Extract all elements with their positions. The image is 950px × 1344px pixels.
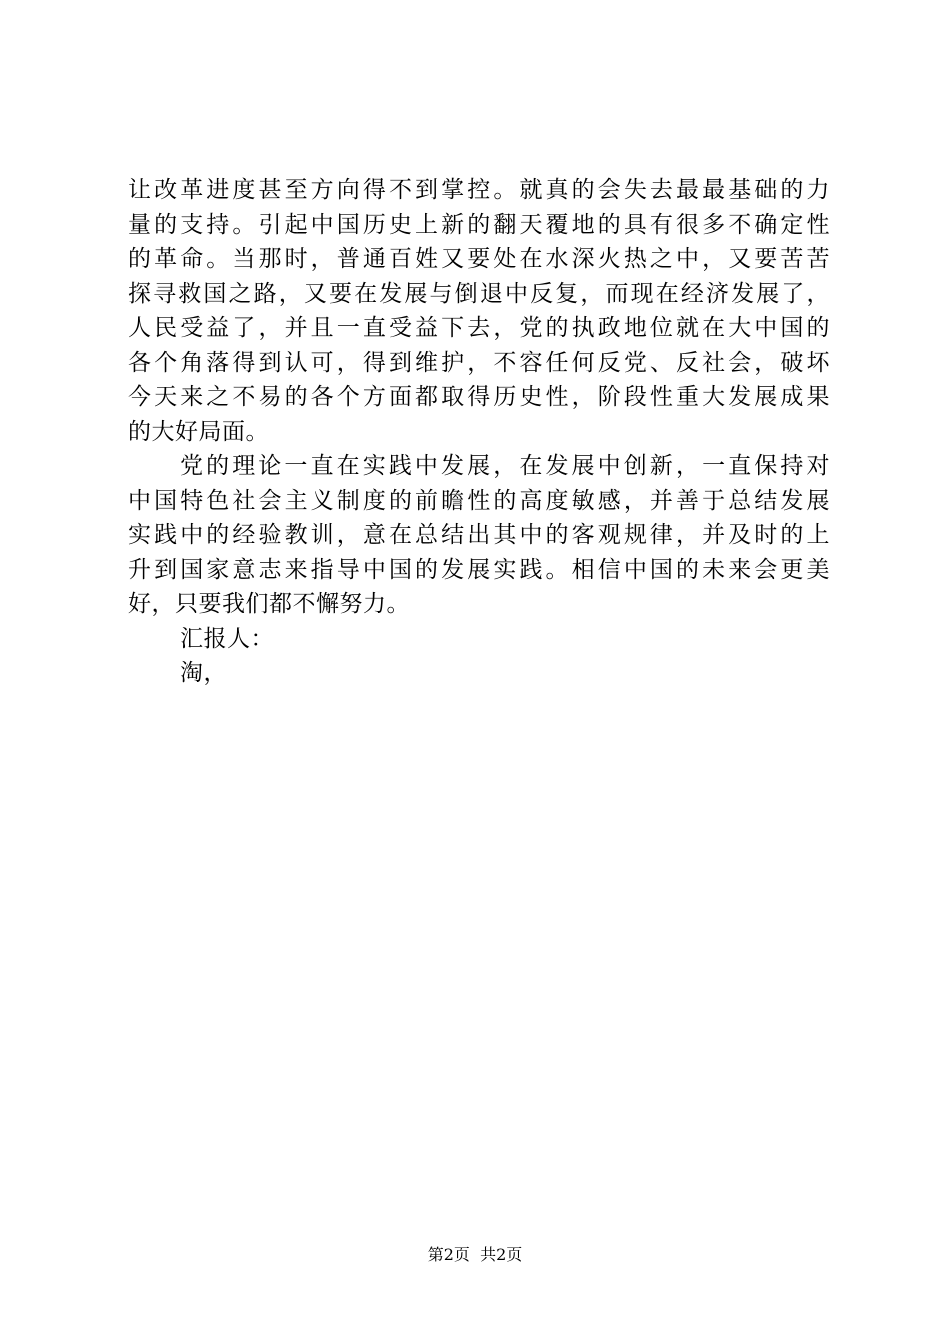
page-footer xyxy=(0,1245,950,1265)
paragraph-line: 人民受益了，并且一直受益下去，党的执政地位就在大中国的 xyxy=(128,315,830,341)
paragraph-line: 的大好局面。 xyxy=(128,418,269,445)
paragraph-line: 党的理论一直在实践中发展，在发展中创新，一直保持对 xyxy=(180,453,830,479)
paragraph-line: 探寻救国之路，又要在发展与倒退中反复，而现在经济发展了， xyxy=(128,280,830,307)
document-body xyxy=(128,173,830,691)
page-number: 第2页 共2页 xyxy=(427,1245,523,1264)
trailing-text: 淘， xyxy=(180,660,227,686)
paragraph-line: 中国特色社会主义制度的前瞻性的高度敏感，并善于总结发展 xyxy=(128,487,830,514)
paragraph-line: 升到国家意志来指导中国的发展实践。相信中国的未来会更美 xyxy=(128,556,830,583)
paragraph-line: 好，只要我们都不懈努力。 xyxy=(128,591,410,617)
signature-label: 汇报人： xyxy=(180,625,274,652)
paragraph-2 xyxy=(128,449,830,622)
paragraph-1 xyxy=(128,173,830,449)
paragraph-line: 让改革进度甚至方向得不到掌控。就真的会失去最最基础的力 xyxy=(128,177,830,203)
paragraph-line: 实践中的经验教训，意在总结出其中的客观规律，并及时的上 xyxy=(128,522,830,548)
paragraph-line: 今天来之不易的各个方面都取得历史性，阶段性重大发展成果 xyxy=(128,384,830,410)
paragraph-line: 的革命。当那时，普通百姓又要处在水深火热之中，又要苦苦 xyxy=(128,246,830,272)
paragraph-line: 各个角落得到认可，得到维护，不容任何反党、反社会，破坏 xyxy=(128,349,830,376)
paragraph-line: 量的支持。引起中国历史上新的翻天覆地的具有很多不确定性 xyxy=(128,211,830,238)
